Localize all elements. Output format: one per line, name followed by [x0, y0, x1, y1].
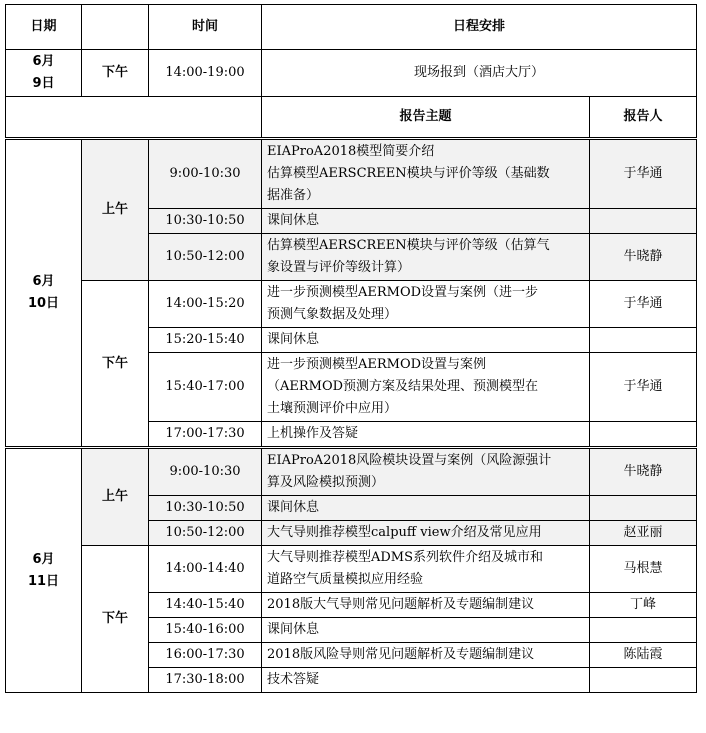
- speaker-cell: [590, 618, 697, 643]
- topic-line: （AERMOD预测方案及结果处理、预测模型在: [267, 379, 539, 394]
- time-cell: 9:00-10:30: [149, 139, 262, 209]
- topic-line: 技术答疑: [267, 672, 320, 687]
- time-cell: 10:50-12:00: [149, 234, 262, 281]
- reg-date-day: 9日: [32, 76, 55, 91]
- day10-date-month: 6月: [32, 274, 55, 289]
- topic-line: EIAProA2018风险模块设置与案例（风险源强计: [267, 453, 552, 468]
- topic-line: 据准备）: [267, 188, 320, 203]
- day10-date-day: 10日: [27, 296, 60, 311]
- topic-line: 上机操作及答疑: [267, 426, 359, 441]
- time-cell: 15:40-16:00: [149, 618, 262, 643]
- time-cell: 15:20-15:40: [149, 328, 262, 353]
- topic-cell: [262, 281, 590, 328]
- topic-cell: [262, 546, 590, 593]
- topic-line: 课间休息: [267, 332, 320, 347]
- topic-line: 道路空气质量模拟应用经验: [267, 572, 424, 587]
- topic-line: 2018版大气导则常见问题解析及专题编制建议: [267, 597, 535, 612]
- time-cell: 14:40-15:40: [149, 593, 262, 618]
- topic-line: 课间休息: [267, 500, 320, 515]
- speaker-cell: 陈陆霞: [590, 643, 697, 668]
- speaker-cell: 马根慧: [590, 546, 697, 593]
- time-cell: 16:00-17:30: [149, 643, 262, 668]
- header-blank: [82, 5, 149, 50]
- reg-time: 14:00-19:00: [149, 50, 262, 97]
- topic-cell: [262, 448, 590, 496]
- day11-afternoon: 下午: [82, 546, 149, 693]
- topic-line: 估算模型AERSCREEN模块与评价等级（基础数: [267, 166, 550, 181]
- topic-cell: [262, 209, 590, 234]
- subheader-row: [6, 97, 697, 139]
- topic-line: 大气导则推荐模型ADMS系列软件介绍及城市和: [267, 550, 544, 565]
- header-date: 日期: [6, 5, 82, 50]
- speaker-cell: [590, 422, 697, 448]
- subheader-topic: 报告主题: [262, 97, 590, 139]
- time-cell: 10:50-12:00: [149, 521, 262, 546]
- time-cell: 14:00-15:20: [149, 281, 262, 328]
- topic-line: 进一步预测模型AERMOD设置与案例（进一步: [267, 285, 539, 300]
- speaker-cell: 于华通: [590, 281, 697, 328]
- time-cell: 10:30-10:50: [149, 209, 262, 234]
- topic-line: 课间休息: [267, 213, 320, 228]
- day11-date: [6, 448, 82, 693]
- header-schedule: 日程安排: [262, 5, 697, 50]
- day11-date-day: 11日: [27, 573, 60, 589]
- topic-cell: [262, 422, 590, 448]
- time-cell: 10:30-10:50: [149, 496, 262, 521]
- header-row: [6, 5, 697, 50]
- day11-morning: 上午: [82, 448, 149, 546]
- reg-date-month: 6月: [32, 54, 55, 69]
- registration-row: [6, 50, 697, 97]
- time-cell: 17:30-18:00: [149, 668, 262, 693]
- topic-cell: [262, 593, 590, 618]
- speaker-cell: 于华通: [590, 353, 697, 422]
- day11-date-month: 6月: [32, 551, 55, 567]
- speaker-cell: 牛晓静: [590, 448, 697, 496]
- topic-line: 估算模型AERSCREEN模块与评价等级（估算气: [267, 238, 550, 253]
- day10-afternoon: 下午: [82, 281, 149, 448]
- topic-cell: [262, 234, 590, 281]
- time-cell: 14:00-14:40: [149, 546, 262, 593]
- time-cell: 17:00-17:30: [149, 422, 262, 448]
- reg-period: 下午: [82, 50, 149, 97]
- topic-line: 大气导则推荐模型calpuff view介绍及常见应用: [267, 525, 542, 540]
- topic-line: 预测气象数据及处理）: [267, 307, 398, 322]
- speaker-cell: [590, 496, 697, 521]
- schedule-table: [5, 4, 697, 693]
- subheader-speaker: 报告人: [590, 97, 697, 139]
- topic-cell: [262, 643, 590, 668]
- day10-date: [6, 139, 82, 448]
- speaker-cell: 牛晓静: [590, 234, 697, 281]
- subheader-blank: [6, 97, 262, 139]
- reg-activity: 现场报到（酒店大厅）: [262, 50, 697, 97]
- speaker-cell: [590, 668, 697, 693]
- topic-line: 算及风险模拟预测）: [267, 475, 385, 490]
- topic-cell: [262, 328, 590, 353]
- table-row: [6, 448, 697, 496]
- speaker-cell: 丁峰: [590, 593, 697, 618]
- table-row: [6, 281, 697, 328]
- reg-date: [6, 50, 82, 97]
- topic-line: 象设置与评价等级计算）: [267, 260, 411, 275]
- topic-cell: [262, 521, 590, 546]
- speaker-cell: 于华通: [590, 139, 697, 209]
- time-cell: 9:00-10:30: [149, 448, 262, 496]
- topic-cell: [262, 618, 590, 643]
- speaker-cell: [590, 328, 697, 353]
- topic-cell: [262, 139, 590, 209]
- day10-morning: 上午: [82, 139, 149, 281]
- time-cell: 15:40-17:00: [149, 353, 262, 422]
- topic-line: 课间休息: [267, 622, 320, 637]
- table-row: [6, 139, 697, 209]
- topic-cell: [262, 353, 590, 422]
- topic-line: EIAProA2018模型简要介绍: [267, 144, 435, 159]
- speaker-cell: [590, 209, 697, 234]
- topic-line: 进一步预测模型AERMOD设置与案例: [267, 357, 487, 372]
- topic-cell: [262, 668, 590, 693]
- topic-line: 2018版风险导则常见问题解析及专题编制建议: [267, 647, 535, 662]
- table-row: [6, 546, 697, 593]
- topic-cell: [262, 496, 590, 521]
- topic-line: 土壤预测评价中应用）: [267, 401, 398, 416]
- speaker-cell: 赵亚丽: [590, 521, 697, 546]
- header-time: 时间: [149, 5, 262, 50]
